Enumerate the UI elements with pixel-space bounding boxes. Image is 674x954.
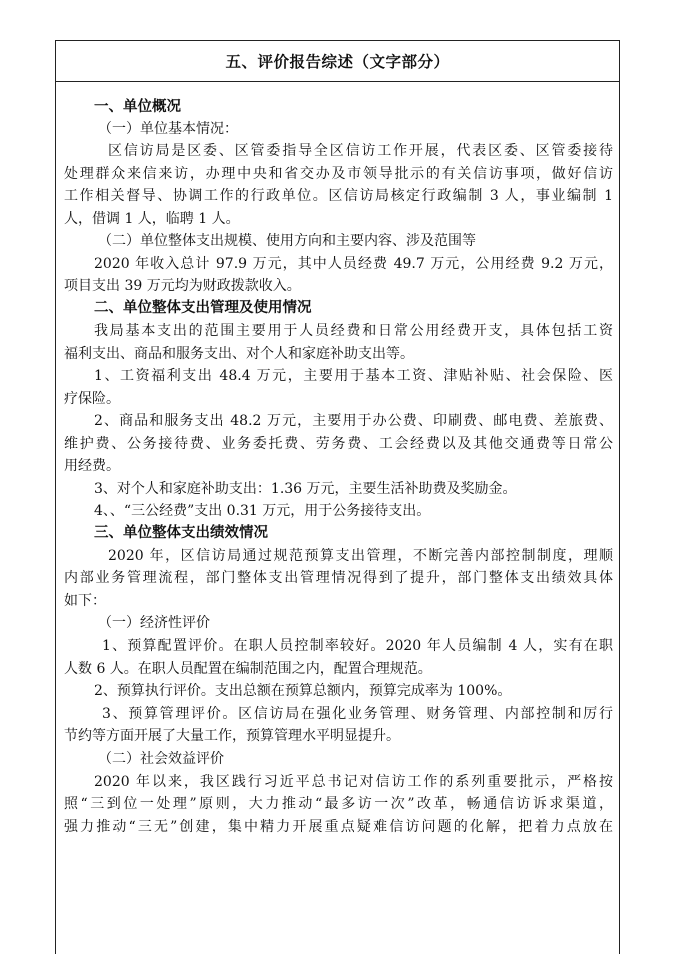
- paragraph-line: 照“三到位一处理”原则，大力推动“最多访一次”改革，畅通信访诉求渠道，: [64, 796, 613, 812]
- paragraph-line: 福利支出、商品和服务支出、对个人和家庭补助支出等。: [64, 346, 414, 362]
- paragraph-line: 用经费。: [64, 458, 120, 474]
- paragraph-line: 我局基本支出的范围主要用于人员经费和日常公用经费开支，具体包括工资: [94, 323, 613, 339]
- paragraph-line: （一）经济性评价: [98, 615, 210, 631]
- paragraph-line: 节约等方面开展了大量工作，预算管理水平明显提升。: [64, 728, 400, 744]
- paragraph-line: 4、、“三公经费”支出 0.31 万元，用于公务接待支出。: [94, 503, 431, 519]
- paragraph-line: 疗保险。: [64, 391, 120, 407]
- report-frame: [55, 40, 620, 954]
- paragraph-line: 人数 6 人。在职人员配置在编制范围之内，配置合理规范。: [64, 661, 432, 677]
- title-row: [56, 41, 619, 82]
- section-heading: 三、单位整体支出绩效情况: [94, 525, 268, 541]
- paragraph-line: 1、预算配置评价。在职人员控制率较好。2020 年人员编制 4 人，实有在职: [102, 638, 613, 654]
- paragraph-line: 内部业务管理流程，部门整体支出管理情况得到了提升，部门整体支出绩效具体: [64, 570, 613, 586]
- paragraph-line: 2020 年以来，我区践行习近平总书记对信访工作的系列重要批示，严格按: [94, 774, 613, 790]
- paragraph-line: 区信访局是区委、区管委指导全区信访工作开展，代表区委、区管委接待: [108, 143, 613, 159]
- paragraph-line: 处理群众来信来访，办理中央和省交办及市领导批示的有关信访事项，做好信访: [64, 166, 613, 182]
- paragraph-line: 2、预算执行评价。支出总额在预算总额内，预算完成率为 100%。: [94, 683, 512, 699]
- paragraph-line: 2020 年收入总计 97.9 万元，其中人员经费 49.7 万元，公用经费 9.2 万元，: [94, 256, 613, 272]
- paragraph-line: （一）单位基本情况：: [98, 121, 238, 137]
- paragraph-line: 项目支出 39 万元均为财政拨款收入。: [64, 278, 301, 294]
- paragraph-line: 3、预算管理评价。区信访局在强化业务管理、财务管理、内部控制和厉行: [102, 706, 613, 722]
- page-title: 五、评价报告综述（文字部分）: [225, 53, 450, 71]
- paragraph-line: 人，借调 1 人，临聘 1 人。: [64, 211, 240, 227]
- paragraph-line: （二）社会效益评价: [98, 751, 224, 767]
- paragraph-line: 强力推动“三无”创建，集中精力开展重点疑难信访问题的化解，把着力点放在: [64, 819, 613, 835]
- paragraph-line: （二）单位整体支出规模、使用方向和主要内容、涉及范围等: [98, 233, 476, 249]
- paragraph-line: 维护费、公务接待费、业务委托费、劳务费、工会经费以及其他交通费等日常公: [64, 436, 613, 452]
- section-heading: 一、单位概况: [94, 99, 181, 115]
- paragraph-line: 2、商品和服务支出 48.2 万元，主要用于办公费、印刷费、邮电费、差旅费、: [94, 413, 613, 429]
- paragraph-line: 1、工资福利支出 48.4 万元，主要用于基本工资、津贴补贴、社会保险、医: [94, 368, 613, 384]
- paragraph-line: 2020 年，区信访局通过规范预算支出管理，不断完善内部控制制度，理顺: [108, 548, 613, 564]
- paragraph-line: 如下：: [64, 593, 106, 609]
- section-heading: 二、单位整体支出管理及使用情况: [94, 300, 312, 316]
- paragraph-line: 工作相关督导、协调工作的行政单位。区信访局核定行政编制 3 人，事业编制 1: [64, 188, 613, 204]
- paragraph-line: 3、对个人和家庭补助支出：1.36 万元，主要生活补助费及奖励金。: [94, 481, 517, 497]
